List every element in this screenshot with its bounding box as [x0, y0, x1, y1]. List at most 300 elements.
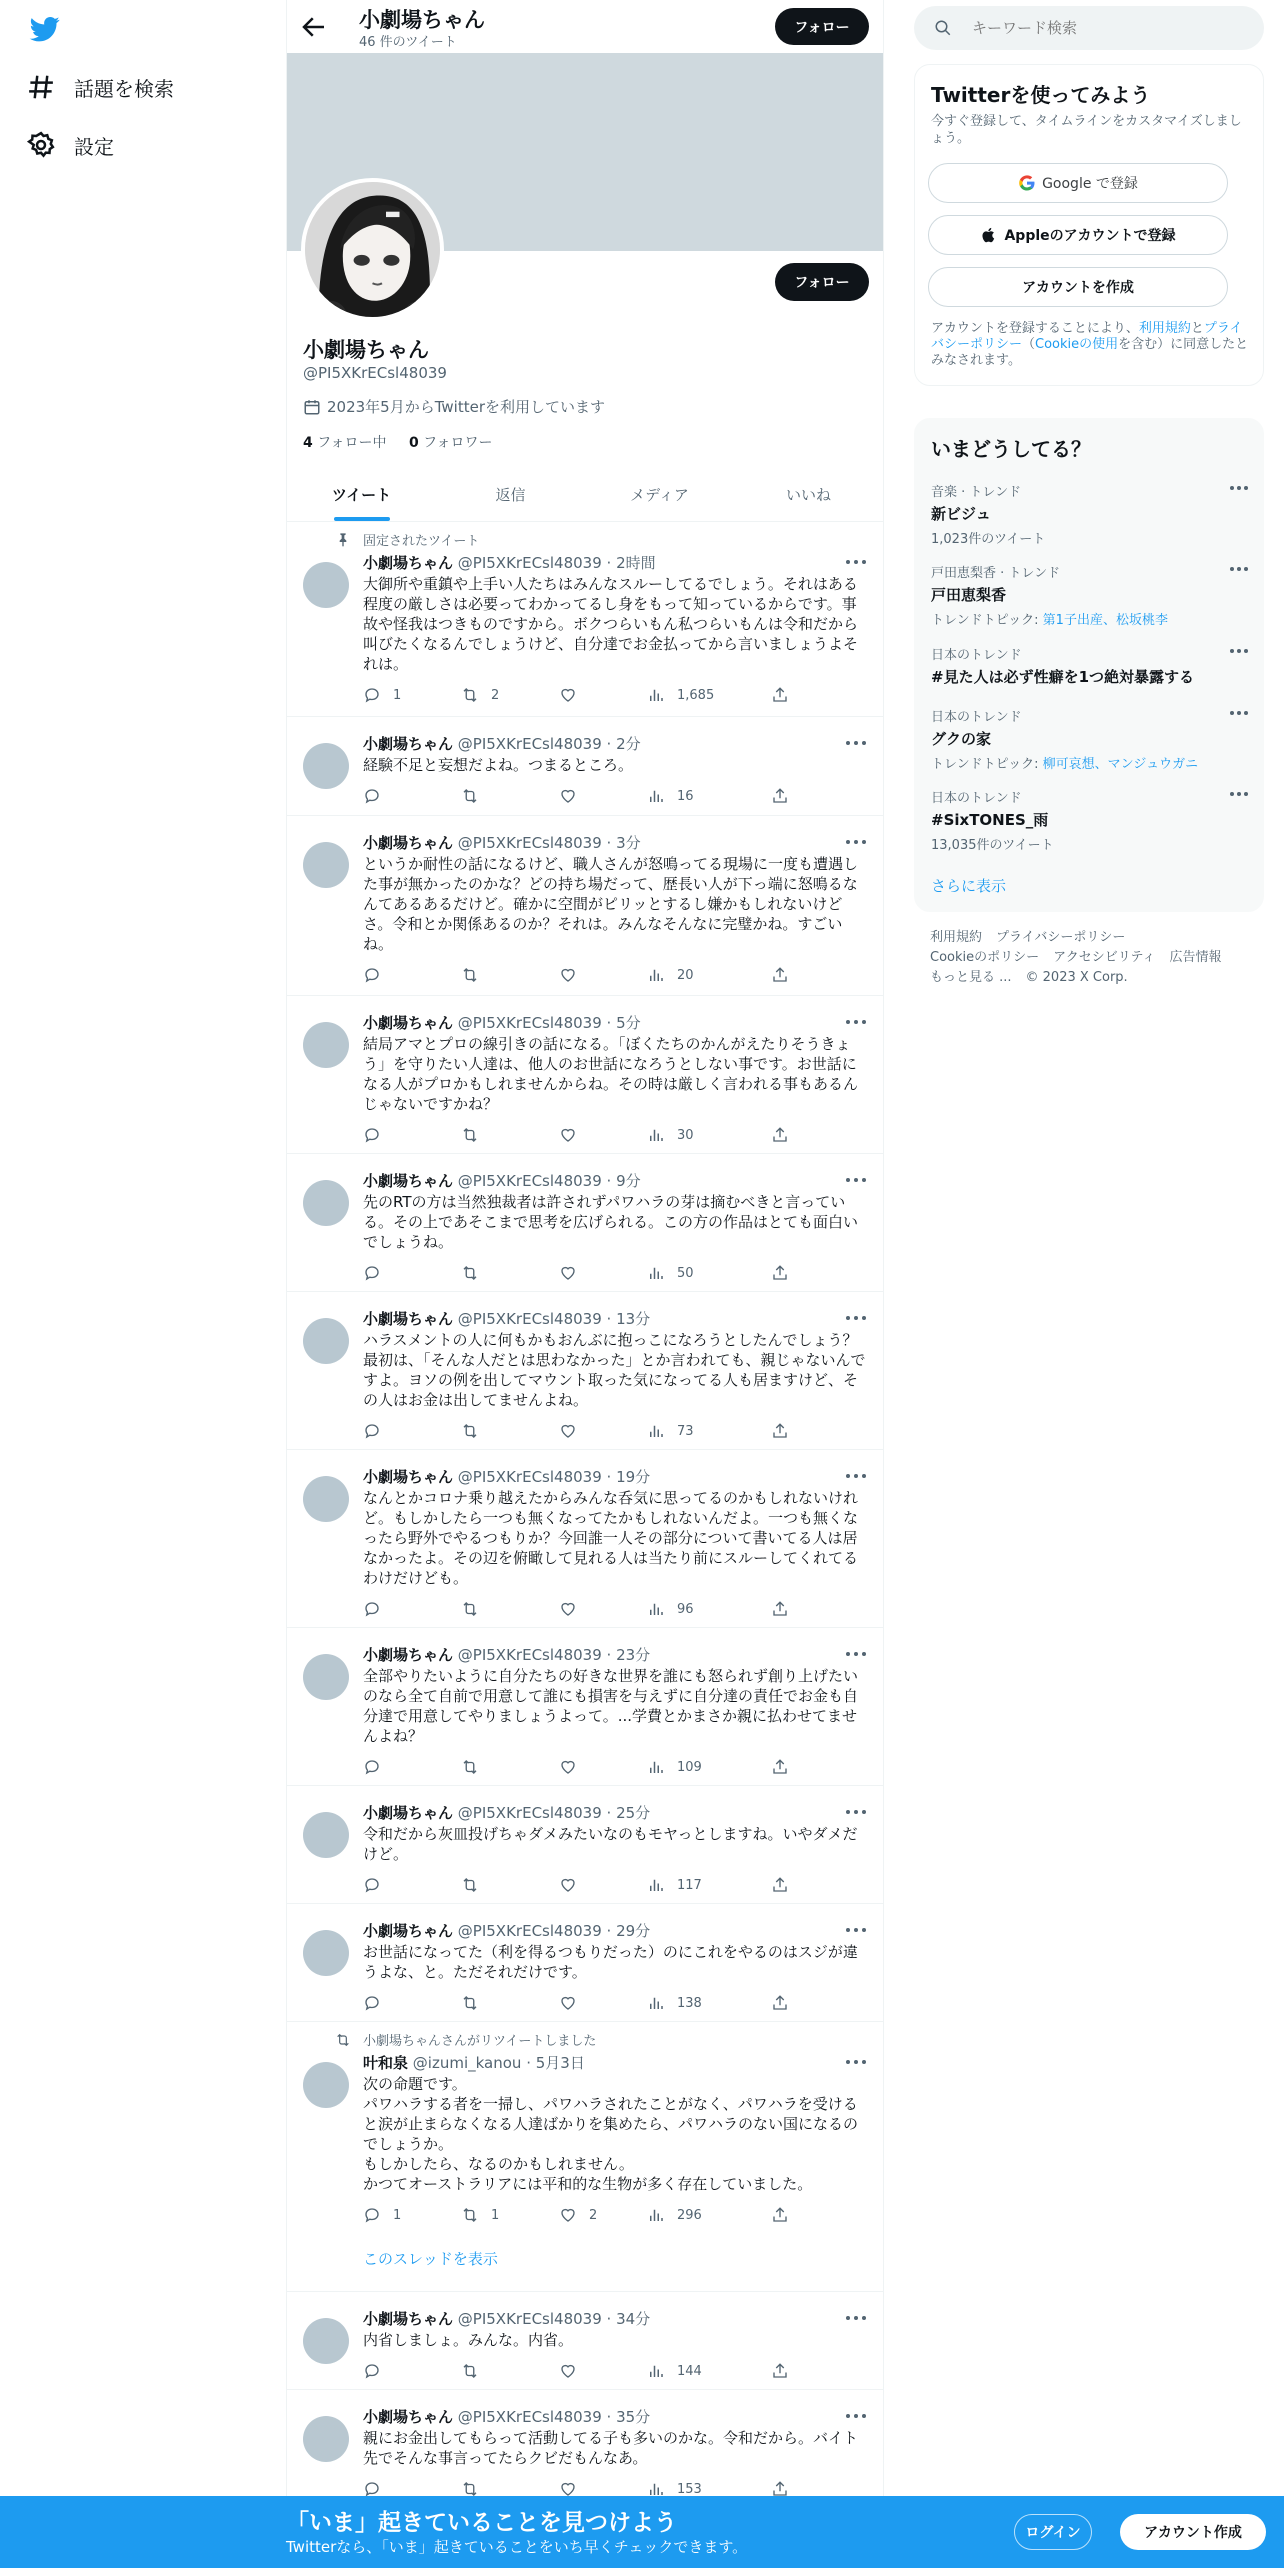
- manga-girl-avatar-icon: [305, 182, 440, 317]
- apple-icon: [980, 226, 998, 244]
- heart-icon: [559, 787, 577, 805]
- trend-topics: [931, 609, 1249, 628]
- tweet-author-name[interactable]: 小劇場ちゃん: [363, 1172, 454, 1190]
- views-button[interactable]: [647, 2362, 702, 2380]
- more-options-icon[interactable]: [1229, 710, 1249, 716]
- tweet-meta-dot: ·: [601, 2310, 617, 2328]
- retweet-button[interactable]: [461, 1126, 491, 1144]
- views-button[interactable]: [647, 1758, 702, 1776]
- views-button[interactable]: [647, 2206, 702, 2224]
- following-label: フォロー中: [317, 435, 387, 451]
- share-button[interactable]: [771, 1422, 801, 1440]
- tweet-author-handle[interactable]: @PI5XKrECsl48039: [457, 1310, 602, 1328]
- reply-icon: [363, 1422, 381, 1440]
- heart-icon: [559, 1264, 577, 1282]
- views-button[interactable]: [647, 787, 694, 805]
- share-button[interactable]: [771, 787, 801, 805]
- banner-title: 「いま」起きていることを見つけよう: [286, 2510, 677, 2536]
- show-thread-link[interactable]: このスレッドを表示: [363, 2250, 498, 2268]
- retweet-icon: [461, 686, 479, 704]
- share-button[interactable]: [771, 686, 801, 704]
- back-arrow-icon[interactable]: [299, 12, 329, 42]
- retweet-context-label: [335, 2030, 596, 2049]
- trend-category: 音楽 · トレンド: [931, 485, 1022, 500]
- view-count: 30: [677, 1127, 694, 1143]
- twitter-bird-icon[interactable]: [28, 14, 62, 44]
- profile-avatar[interactable]: [301, 178, 444, 321]
- signup-legal-text: [931, 321, 1249, 369]
- create-account-button[interactable]: [928, 267, 1228, 307]
- tweet-text: 令和だから灰皿投げちゃダメみたいなのもモヤっとしますね。いやダメだけど。: [363, 1825, 858, 1863]
- tweet-author-handle[interactable]: @PI5XKrECsl48039: [457, 2310, 602, 2328]
- more-options-icon[interactable]: [845, 2315, 867, 2321]
- bar-chart-icon: [647, 686, 665, 704]
- more-options-icon[interactable]: [845, 839, 867, 845]
- tweet-author-handle[interactable]: @PI5XKrECsl48039: [457, 834, 602, 852]
- like-button[interactable]: [559, 2206, 597, 2224]
- following-count: 4: [303, 435, 313, 451]
- trend-topics-prefix: トレンドトピック:: [931, 757, 1043, 772]
- like-button[interactable]: [559, 2362, 589, 2380]
- tweet-avatar[interactable]: [303, 1318, 349, 1364]
- reply-button[interactable]: [363, 966, 393, 984]
- reply-icon: [363, 1758, 381, 1776]
- tweet-timestamp[interactable]: 34分: [616, 2310, 651, 2328]
- tweet-actions: [363, 1264, 803, 1284]
- tweet-author-name[interactable]: 小劇場ちゃん: [363, 1014, 454, 1032]
- tweet-avatar[interactable]: [303, 1654, 349, 1700]
- trend-item[interactable]: [931, 562, 1249, 628]
- trend-item[interactable]: [931, 787, 1249, 853]
- more-options-icon[interactable]: [845, 740, 867, 746]
- tweet-avatar[interactable]: [303, 562, 349, 608]
- hashtag-icon: [26, 72, 56, 102]
- reply-button[interactable]: [363, 1994, 393, 2012]
- tweet-author-handle[interactable]: @PI5XKrECsl48039: [457, 1646, 602, 1664]
- tweet-author-name[interactable]: 小劇場ちゃん: [363, 1646, 454, 1664]
- bar-chart-icon: [647, 1126, 665, 1144]
- tweet-avatar[interactable]: [303, 1930, 349, 1976]
- view-count: 117: [677, 1877, 702, 1893]
- tweet-meta-dot: ·: [601, 735, 617, 753]
- reply-button[interactable]: [363, 1422, 393, 1440]
- tweet-author-name[interactable]: 小劇場ちゃん: [363, 735, 454, 753]
- trend-name: 戸田恵梨香: [931, 586, 1007, 604]
- retweet-button[interactable]: [461, 1758, 491, 1776]
- footer-ads-link[interactable]: 広告情報: [1169, 950, 1222, 965]
- tweet-header: [363, 832, 843, 853]
- tweet-timestamp[interactable]: 23分: [616, 1646, 651, 1664]
- tweet-header: [363, 1466, 843, 1487]
- more-options-icon[interactable]: [845, 1019, 867, 1025]
- share-icon: [771, 2362, 789, 2380]
- heart-icon: [559, 1126, 577, 1144]
- header-follow-button[interactable]: フォロー: [775, 8, 869, 45]
- tweet-avatar[interactable]: [303, 2416, 349, 2462]
- reply-button[interactable]: [363, 2362, 393, 2380]
- like-button[interactable]: [559, 686, 589, 704]
- view-count: 20: [677, 967, 694, 983]
- share-icon: [771, 1600, 789, 1618]
- reply-button[interactable]: [363, 1600, 393, 1618]
- tweet-author-handle[interactable]: @PI5XKrECsl48039: [457, 1172, 602, 1190]
- tweet-author-name[interactable]: 小劇場ちゃん: [363, 1804, 454, 1822]
- following-link[interactable]: [303, 435, 387, 451]
- search-box[interactable]: [914, 6, 1264, 50]
- more-options-icon[interactable]: [1229, 485, 1249, 491]
- share-button[interactable]: [771, 2206, 801, 2224]
- tweet-author-name[interactable]: 小劇場ちゃん: [363, 834, 454, 852]
- privacy-link[interactable]: プライバシーポリシー: [931, 321, 1243, 352]
- tweet-author-name[interactable]: 小劇場ちゃん: [363, 2310, 454, 2328]
- tweet[interactable]: [287, 996, 883, 1154]
- retweet-button[interactable]: [461, 2206, 499, 2224]
- tweet-timestamp[interactable]: 29分: [616, 1922, 651, 1940]
- nav-explore[interactable]: [26, 63, 174, 111]
- heart-icon: [559, 2362, 577, 2380]
- tweet[interactable]: [287, 2292, 883, 2390]
- tweet[interactable]: [287, 1628, 883, 1786]
- tweet-actions: [363, 686, 803, 706]
- share-icon: [771, 1126, 789, 1144]
- reply-button[interactable]: [363, 1264, 393, 1282]
- like-button[interactable]: [559, 1422, 589, 1440]
- tweet[interactable]: [287, 522, 883, 717]
- like-button[interactable]: [559, 1994, 589, 2012]
- legal-text-2: と: [1190, 321, 1204, 336]
- reply-icon: [363, 1876, 381, 1894]
- tweet-text: 親にお金出してもらって活動してる子も多いのかな。令和だから。バイト先でそんな事言ってたらクビだもんなあ。: [363, 2429, 859, 2467]
- tweet-avatar[interactable]: [303, 1022, 349, 1068]
- retweet-button[interactable]: [461, 1994, 491, 2012]
- heart-icon: [559, 1876, 577, 1894]
- trends-show-more-link[interactable]: さらに表示: [931, 877, 1007, 895]
- google-signup-button[interactable]: [928, 163, 1228, 203]
- tweet-meta-dot: ·: [601, 1172, 617, 1190]
- share-icon: [771, 2206, 789, 2224]
- reply-button[interactable]: [363, 686, 401, 704]
- tweet-header: [363, 2052, 843, 2073]
- pin-icon: [335, 532, 351, 548]
- bar-chart-icon: [647, 2362, 665, 2380]
- tweet-meta-dot: ·: [601, 1646, 617, 1664]
- more-options-icon[interactable]: [1229, 566, 1249, 572]
- tweet-text: 大御所や重鎮や上手い人たちはみんなスルーしてるでしょう。それはある程度の厳しさは必要ってわかってるし身をもって知っているからです。事故や怪我はつきものですから。ボクつらいもん私つらいもんは令和だから叫びたくなるんでしょうけど、自分達でお金払ってから言いましょうよそれは。: [363, 575, 859, 673]
- retweet-button[interactable]: [461, 1264, 491, 1282]
- reply-button[interactable]: [363, 787, 393, 805]
- trend-name: #SixTONES_雨: [931, 811, 1049, 829]
- more-options-icon[interactable]: [845, 1177, 867, 1183]
- reply-icon: [363, 966, 381, 984]
- views-button[interactable]: [647, 1264, 694, 1282]
- share-button[interactable]: [771, 2362, 801, 2380]
- like-button[interactable]: [559, 1600, 589, 1618]
- tweet-author-handle[interactable]: @izumi_kanou: [412, 2054, 522, 2072]
- tweet[interactable]: [287, 1904, 883, 2022]
- tweet-timestamp[interactable]: 25分: [616, 1804, 651, 1822]
- share-button[interactable]: [771, 1600, 801, 1618]
- followers-label: フォロワー: [423, 435, 493, 451]
- heart-icon: [559, 966, 577, 984]
- like-count: 2: [589, 2207, 598, 2223]
- tweet-avatar[interactable]: [303, 2062, 349, 2108]
- retweet-context-text: 小劇場ちゃんさんがリツイートしました: [363, 2034, 597, 2049]
- tweet[interactable]: [287, 1292, 883, 1450]
- tweet-actions: [363, 966, 803, 986]
- bar-chart-icon: [647, 966, 665, 984]
- trend-category: 日本のトレンド: [931, 791, 1022, 806]
- footer-cookie-link[interactable]: Cookieのポリシー: [930, 950, 1040, 965]
- more-options-icon[interactable]: [845, 2413, 867, 2419]
- legal-text-3: （: [1022, 337, 1036, 352]
- tweet-text: 経験不足と妄想だよね。つまるところ。: [363, 756, 634, 774]
- tweet[interactable]: [287, 1154, 883, 1292]
- more-options-icon[interactable]: [845, 559, 867, 565]
- share-icon: [771, 1264, 789, 1282]
- profile-header-bar: [287, 0, 883, 53]
- share-icon: [771, 1994, 789, 2012]
- profile-name: 小劇場ちゃん: [303, 338, 429, 362]
- heart-icon: [559, 1600, 577, 1618]
- retweet-button[interactable]: [461, 787, 491, 805]
- gear-icon: [26, 130, 56, 160]
- tweet-meta-dot: ·: [521, 2054, 536, 2072]
- tweet-timestamp[interactable]: 5月3日: [535, 2054, 585, 2072]
- tweet-author-handle[interactable]: @PI5XKrECsl48039: [457, 1804, 602, 1822]
- footer-privacy-link[interactable]: プライバシーポリシー: [996, 930, 1126, 945]
- trend-name: 新ビジュ: [931, 505, 991, 523]
- like-button[interactable]: [559, 1264, 589, 1282]
- footer-terms-link[interactable]: 利用規約: [930, 930, 983, 945]
- view-count: 109: [677, 1759, 702, 1775]
- terms-link[interactable]: 利用規約: [1138, 321, 1191, 336]
- like-button[interactable]: [559, 1126, 589, 1144]
- cookie-link[interactable]: Cookieの使用: [1035, 337, 1119, 352]
- tweet-header: [363, 733, 843, 754]
- retweet-button[interactable]: [461, 1600, 491, 1618]
- tweet-header: [363, 1170, 843, 1191]
- create-account-label: アカウントを作成: [1022, 280, 1134, 296]
- legal-text-4: を含む）に同意したとみなされます。: [931, 337, 1249, 368]
- reply-icon: [363, 2362, 381, 2380]
- reply-button[interactable]: [363, 1758, 393, 1776]
- footer-accessibility-link[interactable]: アクセシビリティ: [1053, 950, 1156, 965]
- search-input[interactable]: [972, 19, 1232, 37]
- tweet-actions: [363, 1126, 803, 1146]
- tweet-avatar[interactable]: [303, 2318, 349, 2364]
- tab-replies[interactable]: 返信: [495, 486, 526, 504]
- more-options-icon[interactable]: [845, 1473, 867, 1479]
- followers-count: 0: [408, 435, 419, 451]
- tweet-timestamp[interactable]: 3分: [616, 834, 641, 852]
- share-button[interactable]: [771, 1758, 801, 1776]
- header-tweet-count: 46 件のツイート: [359, 35, 457, 50]
- views-button[interactable]: [647, 966, 694, 984]
- tweet-header: [363, 1644, 843, 1665]
- views-button[interactable]: [647, 1126, 694, 1144]
- footer-copyright: © 2023 X Corp.: [1025, 970, 1128, 985]
- reply-button[interactable]: [363, 1876, 393, 1894]
- retweet-button[interactable]: [461, 1422, 491, 1440]
- retweet-button[interactable]: [461, 1876, 491, 1894]
- tweet-meta-dot: ·: [601, 1310, 617, 1328]
- reply-icon: [363, 787, 381, 805]
- view-count: 1,685: [677, 687, 715, 703]
- tweet-timestamp[interactable]: 2分: [616, 735, 641, 753]
- trend-count: 1,023件のツイート: [931, 532, 1046, 547]
- tweet-meta-dot: ·: [601, 554, 617, 572]
- like-button[interactable]: [559, 1758, 589, 1776]
- tweet-author-name[interactable]: 小劇場ちゃん: [363, 2408, 454, 2426]
- more-options-icon[interactable]: [845, 2059, 867, 2065]
- calendar-icon: [303, 398, 321, 416]
- tweet[interactable]: [287, 1450, 883, 1628]
- reply-button[interactable]: [363, 1126, 393, 1144]
- login-button[interactable]: ログイン: [1014, 2514, 1092, 2550]
- reply-button[interactable]: [363, 2206, 401, 2224]
- tweet-author-name[interactable]: 小劇場ちゃん: [363, 554, 454, 572]
- heart-icon: [559, 1994, 577, 2012]
- tweet[interactable]: [287, 717, 883, 816]
- tweet-avatar[interactable]: [303, 1180, 349, 1226]
- tweet-author-name[interactable]: 小劇場ちゃん: [363, 1922, 454, 1940]
- bar-chart-icon: [647, 1994, 665, 2012]
- heart-icon: [559, 1422, 577, 1440]
- legal-text-1: アカウントを登録することにより、: [931, 321, 1139, 336]
- tweet-text: ハラスメントの人に何もかもおんぶに抱っこになろうとしたんでしょう？最初は、「そんな人だとは思わなかった」とか言われても、親じゃないんですよ。ヨソの例を出してマウント取った気になってる人も居ますけど、その人はお金は出してませんよね。: [363, 1331, 866, 1409]
- tweet[interactable]: [287, 1786, 883, 1904]
- tweet-timestamp[interactable]: 35分: [616, 2408, 651, 2426]
- retweet-button[interactable]: [461, 686, 499, 704]
- follow-stats: [303, 432, 492, 452]
- footer-more-link[interactable]: もっと見る ...: [930, 970, 1012, 985]
- tweet-author-name[interactable]: 小劇場ちゃん: [363, 1468, 454, 1486]
- search-icon: [934, 19, 952, 37]
- pinned-tweet-label: [335, 530, 479, 549]
- tweet-timestamp[interactable]: 19分: [616, 1468, 651, 1486]
- views-button[interactable]: [647, 686, 714, 704]
- views-button[interactable]: [647, 1994, 702, 2012]
- trend-topic-links[interactable]: 第1子出産、松坂桃李: [1042, 613, 1168, 628]
- signup-banner: [0, 2496, 1284, 2568]
- footer-links: [930, 928, 1260, 988]
- trend-topic-links[interactable]: 柳可哀想、マンジュウガニ: [1042, 757, 1199, 772]
- more-options-icon[interactable]: [845, 1927, 867, 1933]
- more-options-icon[interactable]: [1229, 791, 1249, 797]
- views-button[interactable]: [647, 1600, 694, 1618]
- share-button[interactable]: [771, 1876, 801, 1894]
- tweet-header: [363, 1802, 843, 1823]
- retweet-icon: [461, 1758, 479, 1776]
- signup-subtitle: 今すぐ登録して、タイムラインをカスタマイズしましょう。: [931, 114, 1242, 146]
- more-options-icon[interactable]: [845, 1651, 867, 1657]
- tweet-actions: [363, 1600, 803, 1620]
- retweet-button[interactable]: [461, 966, 491, 984]
- tab-likes[interactable]: いいね: [785, 486, 831, 504]
- tab-media[interactable]: メディア: [630, 486, 689, 504]
- tweet-author-handle[interactable]: @PI5XKrECsl48039: [457, 1468, 602, 1486]
- tweet-timestamp[interactable]: 5分: [616, 1014, 641, 1032]
- trend-count: 13,035件のツイート: [931, 838, 1054, 853]
- trend-topics: [931, 753, 1249, 772]
- tweet-avatar[interactable]: [303, 1812, 349, 1858]
- tweet-avatar[interactable]: [303, 1476, 349, 1522]
- more-options-icon[interactable]: [845, 1809, 867, 1815]
- tweet-timestamp[interactable]: 13分: [616, 1310, 651, 1328]
- nav-settings-label: 設定: [74, 134, 114, 159]
- tweet-header: [363, 2406, 843, 2427]
- share-button[interactable]: [771, 1994, 801, 2012]
- trend-name: グクの家: [931, 730, 992, 748]
- views-button[interactable]: [647, 1422, 694, 1440]
- tweet-actions: [363, 1758, 803, 1778]
- trend-name: #見た人は必ず性癖を1つ絶対暴露する: [931, 668, 1195, 686]
- trend-item[interactable]: [931, 644, 1249, 687]
- trends-title: いまどうしてる？: [931, 437, 1091, 461]
- share-button[interactable]: [771, 966, 801, 984]
- signup-button[interactable]: アカウント作成: [1120, 2514, 1266, 2550]
- view-count: 138: [677, 1995, 702, 2011]
- tweet-avatar[interactable]: [303, 842, 349, 888]
- tweet-avatar[interactable]: [303, 743, 349, 789]
- retweet-icon: [461, 1126, 479, 1144]
- retweet-count: 1: [491, 2207, 500, 2223]
- bar-chart-icon: [647, 1876, 665, 1894]
- share-icon: [771, 686, 789, 704]
- apple-signup-label: Appleのアカウントで登録: [1004, 228, 1176, 244]
- more-options-icon[interactable]: [1229, 648, 1249, 654]
- bar-chart-icon: [647, 1264, 665, 1282]
- tweet[interactable]: [287, 2390, 883, 2510]
- share-button[interactable]: [771, 1126, 801, 1144]
- tweet-author-handle[interactable]: @PI5XKrECsl48039: [457, 1014, 602, 1032]
- view-count: 153: [677, 2481, 702, 2497]
- nav-settings[interactable]: [26, 121, 114, 169]
- reply-icon: [363, 686, 381, 704]
- tweet[interactable]: [287, 2022, 883, 2292]
- tab-tweets[interactable]: ツイート: [287, 470, 436, 521]
- trend-item[interactable]: [931, 706, 1249, 772]
- tweet-author-handle[interactable]: @PI5XKrECsl48039: [457, 2408, 602, 2426]
- profile-handle: @PI5XKrECsl48039: [303, 364, 447, 382]
- tweet-meta-dot: ·: [601, 1014, 617, 1032]
- views-button[interactable]: [647, 1876, 702, 1894]
- tweet-timestamp[interactable]: 9分: [616, 1172, 641, 1190]
- tweet-timestamp[interactable]: 2時間: [616, 554, 656, 572]
- followers-link[interactable]: [409, 435, 493, 451]
- tweet-author-handle[interactable]: @PI5XKrECsl48039: [457, 1922, 602, 1940]
- trend-category: 日本のトレンド: [931, 648, 1022, 663]
- trend-item[interactable]: [931, 481, 1249, 547]
- nav-explore-label: 話題を検索: [74, 76, 174, 101]
- tweet-author-handle[interactable]: @PI5XKrECsl48039: [457, 735, 602, 753]
- like-button[interactable]: [559, 1876, 589, 1894]
- retweet-button[interactable]: [461, 2362, 491, 2380]
- tweet[interactable]: [287, 816, 883, 996]
- more-options-icon[interactable]: [845, 1315, 867, 1321]
- like-button[interactable]: [559, 966, 589, 984]
- trend-category: 戸田恵梨香 · トレンド: [931, 566, 1061, 581]
- profile-follow-button[interactable]: フォロー: [775, 263, 869, 301]
- like-button[interactable]: [559, 787, 589, 805]
- tweet-author-handle[interactable]: @PI5XKrECsl48039: [457, 554, 602, 572]
- view-count: 73: [677, 1423, 694, 1439]
- apple-signup-button[interactable]: [928, 215, 1228, 255]
- tweet-author-name[interactable]: 叶和泉: [363, 2054, 409, 2072]
- google-icon: [1018, 174, 1036, 192]
- share-button[interactable]: [771, 1264, 801, 1282]
- tweet-author-name[interactable]: 小劇場ちゃん: [363, 1310, 454, 1328]
